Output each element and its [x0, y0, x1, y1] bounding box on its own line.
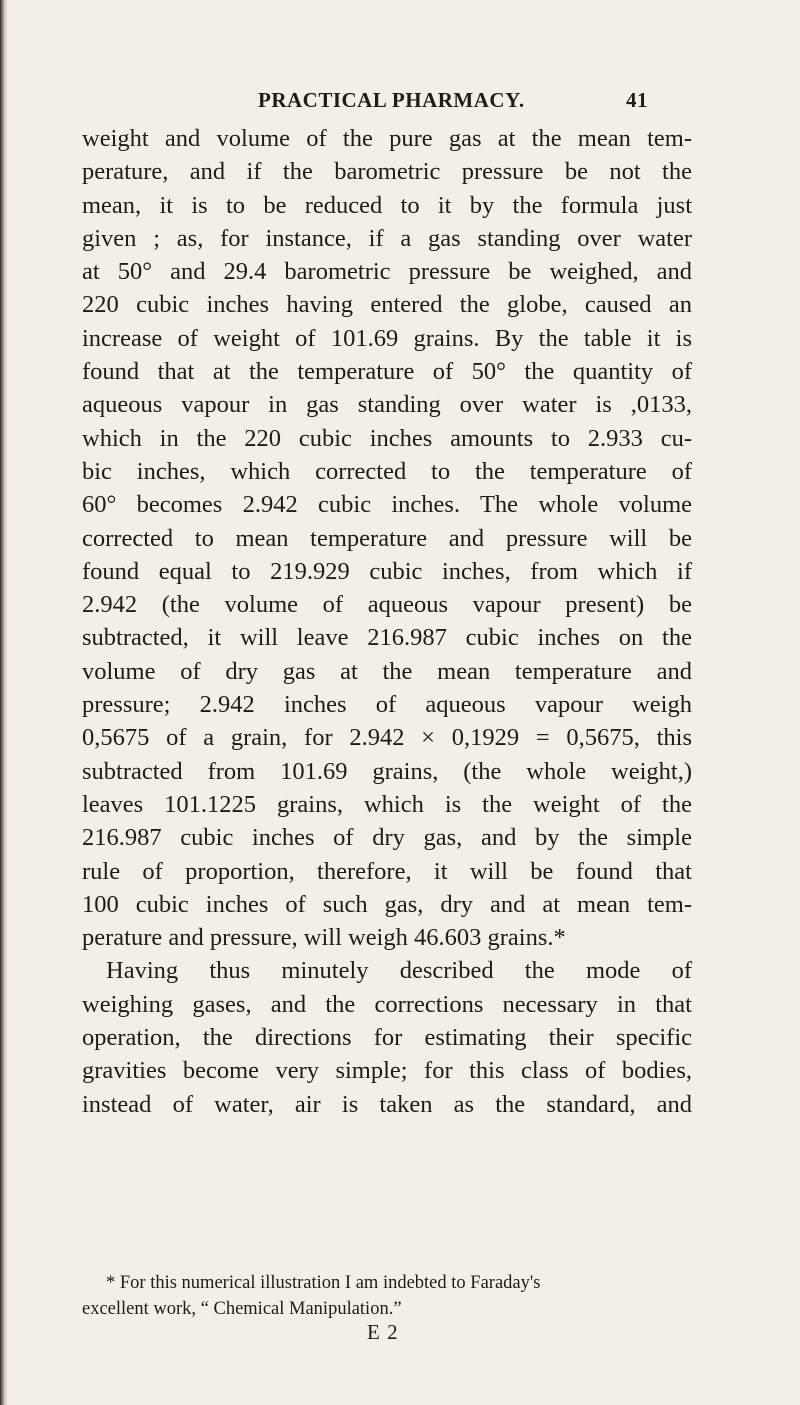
page-number: 41 — [626, 88, 648, 112]
text-line: rule of proportion, therefore, it will be found that — [82, 857, 692, 885]
text-line: Having thus minutely described the mode of — [106, 957, 692, 985]
text-line: weight and volume of the pure gas at the mean tem- — [82, 125, 692, 152]
text-line: 220 cubic inches having entered the globe, caused an — [82, 291, 692, 319]
text-line: subtracted from 101.69 grains, (the whole weight,) — [82, 757, 692, 785]
text-line: 2.942 (the volume of aqueous vapour present) be — [82, 591, 692, 619]
text-line: 100 cubic inches of such gas, dry and at mean tem- — [82, 890, 692, 918]
text-line: weighing gases, and the corrections necessary in that — [82, 990, 692, 1018]
text-line: instead of water, air is taken as the standard, and — [82, 1090, 692, 1118]
text-line: found equal to 219.929 cubic inches, from which if — [82, 557, 692, 585]
text-line: 0,5675 of a grain, for 2.942 × 0,1929 = 0,5675, this — [82, 724, 692, 752]
text-line: found that at the temperature of 50° the quantity of — [82, 358, 692, 386]
text-line: gravities become very simple; for this class of bodies, — [82, 1057, 692, 1085]
text-line: 60° becomes 2.942 cubic inches. The whole volume — [82, 491, 692, 519]
signature-mark: E 2 — [367, 1320, 399, 1344]
footnote — [82, 1270, 692, 1322]
text-line: at 50° and 29.4 barometric pressure be weighed, and — [82, 258, 692, 286]
text-line: increase of weight of 101.69 grains. By the table it is — [82, 324, 692, 352]
text-line: operation, the directions for estimating their specific — [82, 1024, 692, 1052]
text-line: given ; as, for instance, if a gas standing over water — [82, 224, 692, 252]
text-line: mean, it is to be reduced to it by the formula just — [82, 191, 692, 219]
text-line: perature, and if the barometric pressure be not the — [82, 158, 692, 186]
page-header — [258, 88, 658, 118]
text-line: which in the 220 cubic inches amounts to 2.933 cu- — [82, 424, 692, 452]
text-line: subtracted, it will leave 216.987 cubic inches on the — [82, 624, 692, 652]
body-text — [82, 122, 692, 1121]
text-line: aqueous vapour in gas standing over water is ,0133, — [82, 391, 692, 419]
text-line: leaves 101.1225 grains, which is the weight of the — [82, 790, 692, 818]
page-binding-edge — [0, 0, 8, 1405]
text-line: corrected to mean temperature and pressure will be — [82, 524, 692, 552]
footnote-line: excellent work, “ Chemical Manipulation.” — [82, 1299, 402, 1319]
text-line: 216.987 cubic inches of dry gas, and by the simple — [82, 824, 692, 852]
running-title: PRACTICAL PHARMACY. — [258, 88, 525, 112]
text-line: volume of dry gas at the mean temperature and — [82, 657, 692, 685]
text-line: perature and pressure, will weigh 46.603 grains.* — [82, 924, 566, 952]
footnote-line: * For this numerical illustration I am indebted to Faraday's — [106, 1273, 541, 1293]
text-line: bic inches, which corrected to the temperature of — [82, 457, 692, 485]
text-line: pressure; 2.942 inches of aqueous vapour weigh — [82, 691, 692, 719]
